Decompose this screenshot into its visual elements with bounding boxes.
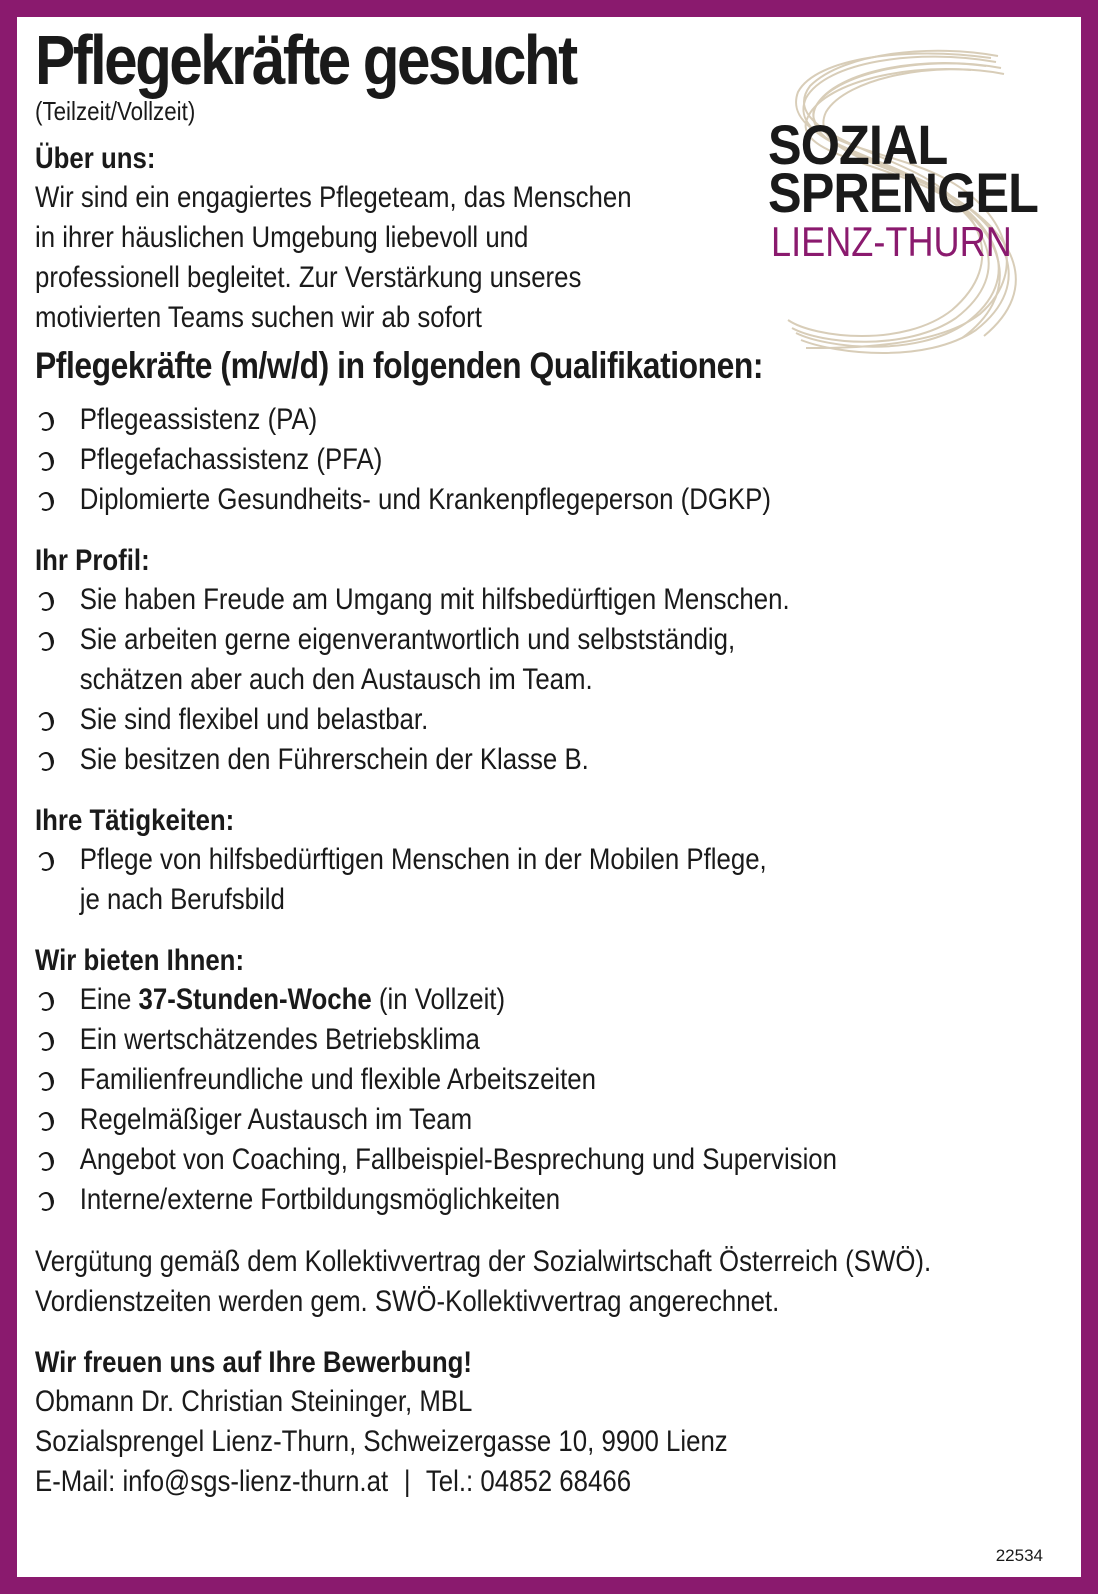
qualifications-list [35,400,904,520]
contact-name: Obmann Dr. Christian Steininger, MBL [35,1385,473,1418]
salary-text [35,1242,932,1322]
list-item [35,480,904,520]
list-item-text: Sie haben Freude am Umgang mit hilfsbedürftigen Menschen. [79,583,790,616]
list-item [35,740,904,780]
list-item-text: Sie arbeiten gerne eigenverantwortlich und selbstständig, [79,623,736,656]
qualifications-heading: Pflegekräfte (m/w/d) in folgenden Qualifikationen: [35,345,764,386]
list-item [35,400,904,440]
list-item [35,440,904,480]
list-item-text: Interne/externe Fortbildungsmöglichkeiten [79,1183,561,1216]
about-text [35,178,904,338]
list-item-text: Pflegeassistenz (PA) [79,403,318,436]
logo-line-sprengel: SPRENGEL [768,161,1039,224]
bullet-icon [36,850,56,873]
list-item [35,1060,904,1100]
list-item [35,1140,904,1180]
list-item-text: Pflege von hilfsbedürftigen Menschen in der Mobilen Pflege, [79,843,767,876]
list-item-text: je nach Berufsbild [79,883,285,916]
list-item [35,700,904,740]
bullet-icon [36,410,56,433]
list-item-text: Angebot von Coaching, Fallbeispiel-Besprechung und Supervision [79,1143,838,1176]
list-item-continuation [35,660,904,700]
salary-line: Vergütung gemäß dem Kollektivvertrag der Sozialwirtschaft Österreich (SWÖ). [35,1245,932,1278]
bullet-icon [36,630,56,653]
contact-block [35,1382,904,1502]
list-item-text: Eine [79,983,139,1016]
bullet-icon [36,990,56,1013]
ad-content [35,18,1045,1502]
bullet-icon [36,750,56,773]
bullet-icon [36,490,56,513]
tasks-list [35,840,904,920]
list-item-text: schätzen aber auch den Austausch im Team. [79,663,593,696]
bullet-icon [36,1150,56,1173]
list-item-text: Pflegefachassistenz (PFA) [79,443,383,476]
list-item-text: (in Vollzeit) [371,983,506,1016]
about-line: professionell begleitet. Zur Verstärkung unseres [35,261,582,294]
list-item-highlight: 37-Stunden-Woche [138,983,372,1016]
list-item [35,1100,904,1140]
list-item-text: Sie besitzen den Führerschein der Klasse B. [79,743,589,776]
logo-line-sozial: SOZIAL [768,113,948,176]
list-item [35,1020,904,1060]
page-title: Pflegekräfte gesucht [35,21,576,99]
bullet-icon [36,1190,56,1213]
profile-list [35,580,904,780]
contact-separator: | [403,1465,411,1498]
about-heading: Über uns: [35,142,156,175]
contact-heading: Wir freuen uns auf Ihre Bewerbung! [35,1346,472,1379]
about-line: motivierten Teams suchen wir ab sofort [35,301,482,334]
bullet-icon [36,590,56,613]
about-line: Wir sind ein engagiertes Pflegeteam, das Menschen [35,181,632,214]
page-subtitle: (Teilzeit/Vollzeit) [35,96,196,126]
list-item-continuation [35,880,904,920]
list-item-text: Regelmäßiger Austausch im Team [79,1103,473,1136]
list-item-text: Sie sind flexibel und belastbar. [79,703,429,736]
contact-address: Sozialsprengel Lienz-Thurn, Schweizergasse 10, 9900 Lienz [35,1425,728,1458]
bullet-icon [36,1110,56,1133]
tasks-heading: Ihre Tätigkeiten: [35,804,235,837]
logo-line-lienz-thurn: LIENZ-THURN [771,218,1012,265]
contact-line [35,1462,904,1502]
list-item [35,980,904,1020]
bullet-icon [36,710,56,733]
list-item [35,580,904,620]
bullet-icon [36,1070,56,1093]
offer-heading: Wir bieten Ihnen: [35,944,245,977]
reference-number: 22534 [995,1546,1043,1565]
salary-line: Vordienstzeiten werden gem. SWÖ-Kollektivvertrag angerechnet. [35,1285,780,1318]
list-item [35,1180,904,1220]
profile-heading: Ihr Profil: [35,544,150,577]
bullet-icon [36,1030,56,1053]
phone-number[interactable]: Tel.: 04852 68466 [425,1465,632,1498]
bullet-icon [36,450,56,473]
email-link[interactable]: E-Mail: info@sgs-lienz-thurn.at [35,1465,389,1498]
list-item-text: Familienfreundliche und flexible Arbeitszeiten [79,1063,597,1096]
list-item-text: Diplomierte Gesundheits- und Krankenpflegeperson (DGKP) [79,483,771,516]
about-line: in ihrer häuslichen Umgebung liebevoll und [35,221,529,254]
offer-list [35,980,904,1220]
list-item-text: Ein wertschätzendes Betriebsklima [79,1023,480,1056]
list-item [35,840,904,880]
list-item [35,620,904,660]
